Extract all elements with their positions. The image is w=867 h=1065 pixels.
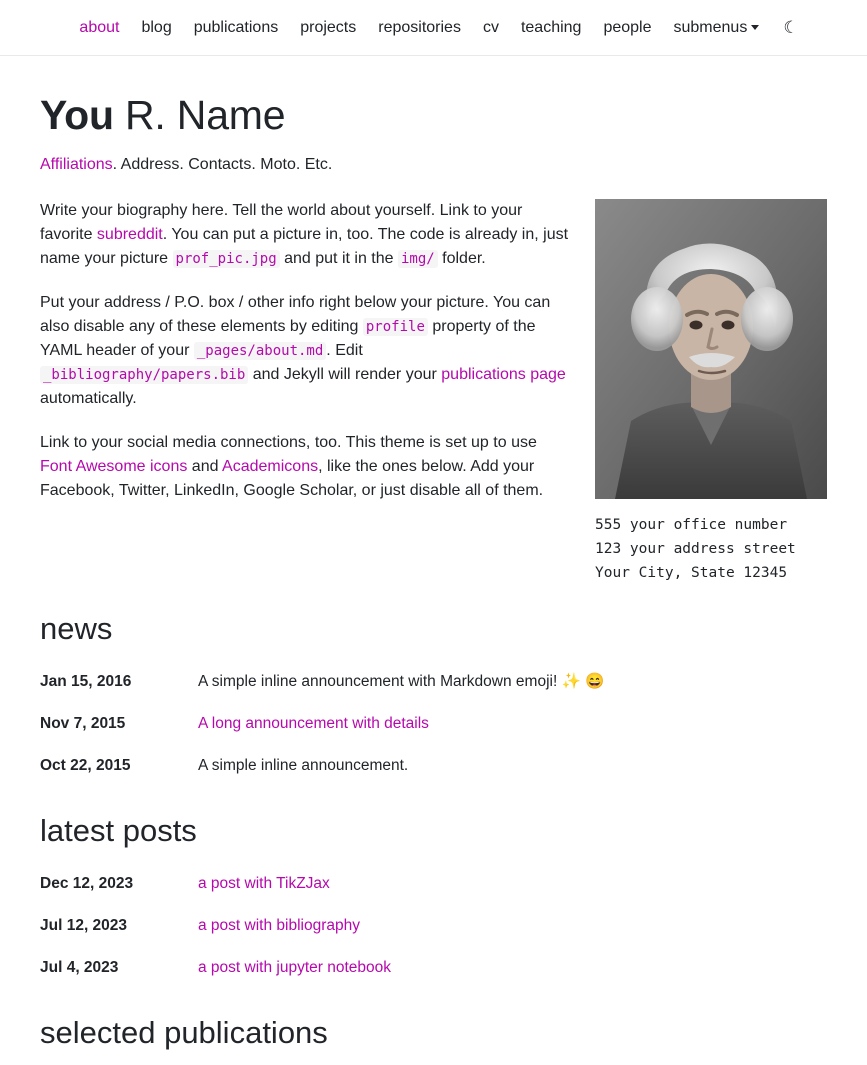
page-title-bold: You <box>40 92 114 138</box>
portrait-photo-icon <box>595 199 827 499</box>
news-link[interactable]: A long announcement with details <box>198 715 429 732</box>
nav-link-about[interactable]: about <box>79 18 120 36</box>
post-title <box>198 905 827 947</box>
code-prof-pic: prof_pic.jpg <box>173 250 280 268</box>
bio-p1-d: folder. <box>437 250 486 267</box>
post-title <box>198 947 827 989</box>
page-subtitle-rest: . Address. Contacts. Moto. Etc. <box>112 156 333 173</box>
news-date: Nov 7, 2015 <box>40 715 126 732</box>
profile-column <box>595 199 827 585</box>
post-title <box>198 863 827 905</box>
address-line-3: Your City, State 12345 <box>595 565 788 581</box>
news-text: A simple inline announcement with Markdown emoji! ✨ 😄 <box>198 673 605 690</box>
nav-link-publications[interactable]: publications <box>193 18 279 36</box>
profile-photo <box>595 199 827 499</box>
bio-p3-a: Link to your social media connections, too. This theme is set up to use <box>40 434 537 451</box>
news-heading: news <box>40 611 113 646</box>
address-line-1: 555 your office number <box>595 517 788 533</box>
page-title <box>40 92 827 139</box>
affiliations-link[interactable]: Affiliations <box>40 156 113 173</box>
bio-p2-d: and Jekyll will render your <box>248 366 442 383</box>
bio-p2-b: property of the YAML header of your <box>40 318 536 359</box>
academicons-link[interactable]: Academicons <box>222 458 319 475</box>
bio-p1-c: and put it in the <box>279 250 398 267</box>
bio-section <box>40 199 827 585</box>
subreddit-link[interactable]: subreddit <box>96 226 163 243</box>
bio-p2-a: Put your address / P.O. box / other info right below your picture. You can also disable any of these elements by editing <box>40 294 551 335</box>
nav-link-people[interactable]: people <box>603 18 652 36</box>
page-body <box>0 56 867 1051</box>
nav-link-submenus[interactable] <box>663 20 766 36</box>
latest-posts-table <box>40 863 827 989</box>
nav-link-teaching[interactable]: teaching <box>520 18 582 36</box>
code-papers-bib: _bibliography/papers.bib <box>40 366 248 384</box>
profile-address <box>595 513 827 585</box>
nav-link-submenus-label: submenus <box>673 18 748 36</box>
news-text: A simple inline announcement. <box>198 757 409 774</box>
selected-publications-heading: selected publications <box>40 1015 328 1050</box>
post-link[interactable]: a post with bibliography <box>198 917 360 934</box>
news-text <box>198 703 827 745</box>
table-row <box>40 947 827 989</box>
table-row <box>40 745 827 787</box>
news-table <box>40 661 827 787</box>
post-date: Jul 12, 2023 <box>40 917 128 934</box>
chevron-down-icon <box>751 25 759 30</box>
nav-link-cv[interactable]: cv <box>482 18 499 36</box>
font-awesome-link[interactable]: Font Awesome icons <box>40 458 188 475</box>
top-navbar <box>0 0 867 56</box>
publications-page-link[interactable]: publications page <box>441 366 566 383</box>
bio-p3-c: , like the ones below. Add your Facebook, Twitter, LinkedIn, Google Scholar, or just disable all of them. <box>40 458 544 499</box>
nav-link-projects[interactable]: projects <box>300 18 357 36</box>
bio-p1-b: . You can put a picture in, too. The code is already in, just name your picture <box>40 226 569 267</box>
table-row <box>40 703 827 745</box>
post-date: Jul 4, 2023 <box>40 959 119 976</box>
bio-p2-c: . Edit <box>326 342 363 359</box>
nav-link-blog[interactable]: blog <box>141 18 172 36</box>
code-img-dir: img/ <box>398 250 438 268</box>
nav-link-repositories[interactable]: repositories <box>378 18 461 36</box>
post-link[interactable]: a post with jupyter notebook <box>198 959 392 976</box>
post-date: Dec 12, 2023 <box>40 875 134 892</box>
news-date: Oct 22, 2015 <box>40 757 131 774</box>
code-profile: profile <box>363 318 428 336</box>
post-link[interactable]: a post with TikZJax <box>198 875 330 892</box>
moon-icon[interactable]: ☾ <box>783 18 799 37</box>
latest-posts-heading: latest posts <box>40 813 197 848</box>
table-row <box>40 661 827 703</box>
news-date: Jan 15, 2016 <box>40 673 132 690</box>
bio-p3-b: and <box>187 458 223 475</box>
address-line-2: 123 your address street <box>595 541 796 557</box>
table-row <box>40 905 827 947</box>
page-subtitle <box>40 153 827 177</box>
bio-p2-e: automatically. <box>40 390 137 407</box>
code-about-md: _pages/about.md <box>194 342 326 360</box>
table-row <box>40 863 827 905</box>
nav-items <box>68 19 798 36</box>
bio-p1-a: Write your biography here. Tell the world about yourself. Link to your favorite <box>40 202 523 243</box>
page-title-rest: R. Name <box>113 92 286 138</box>
